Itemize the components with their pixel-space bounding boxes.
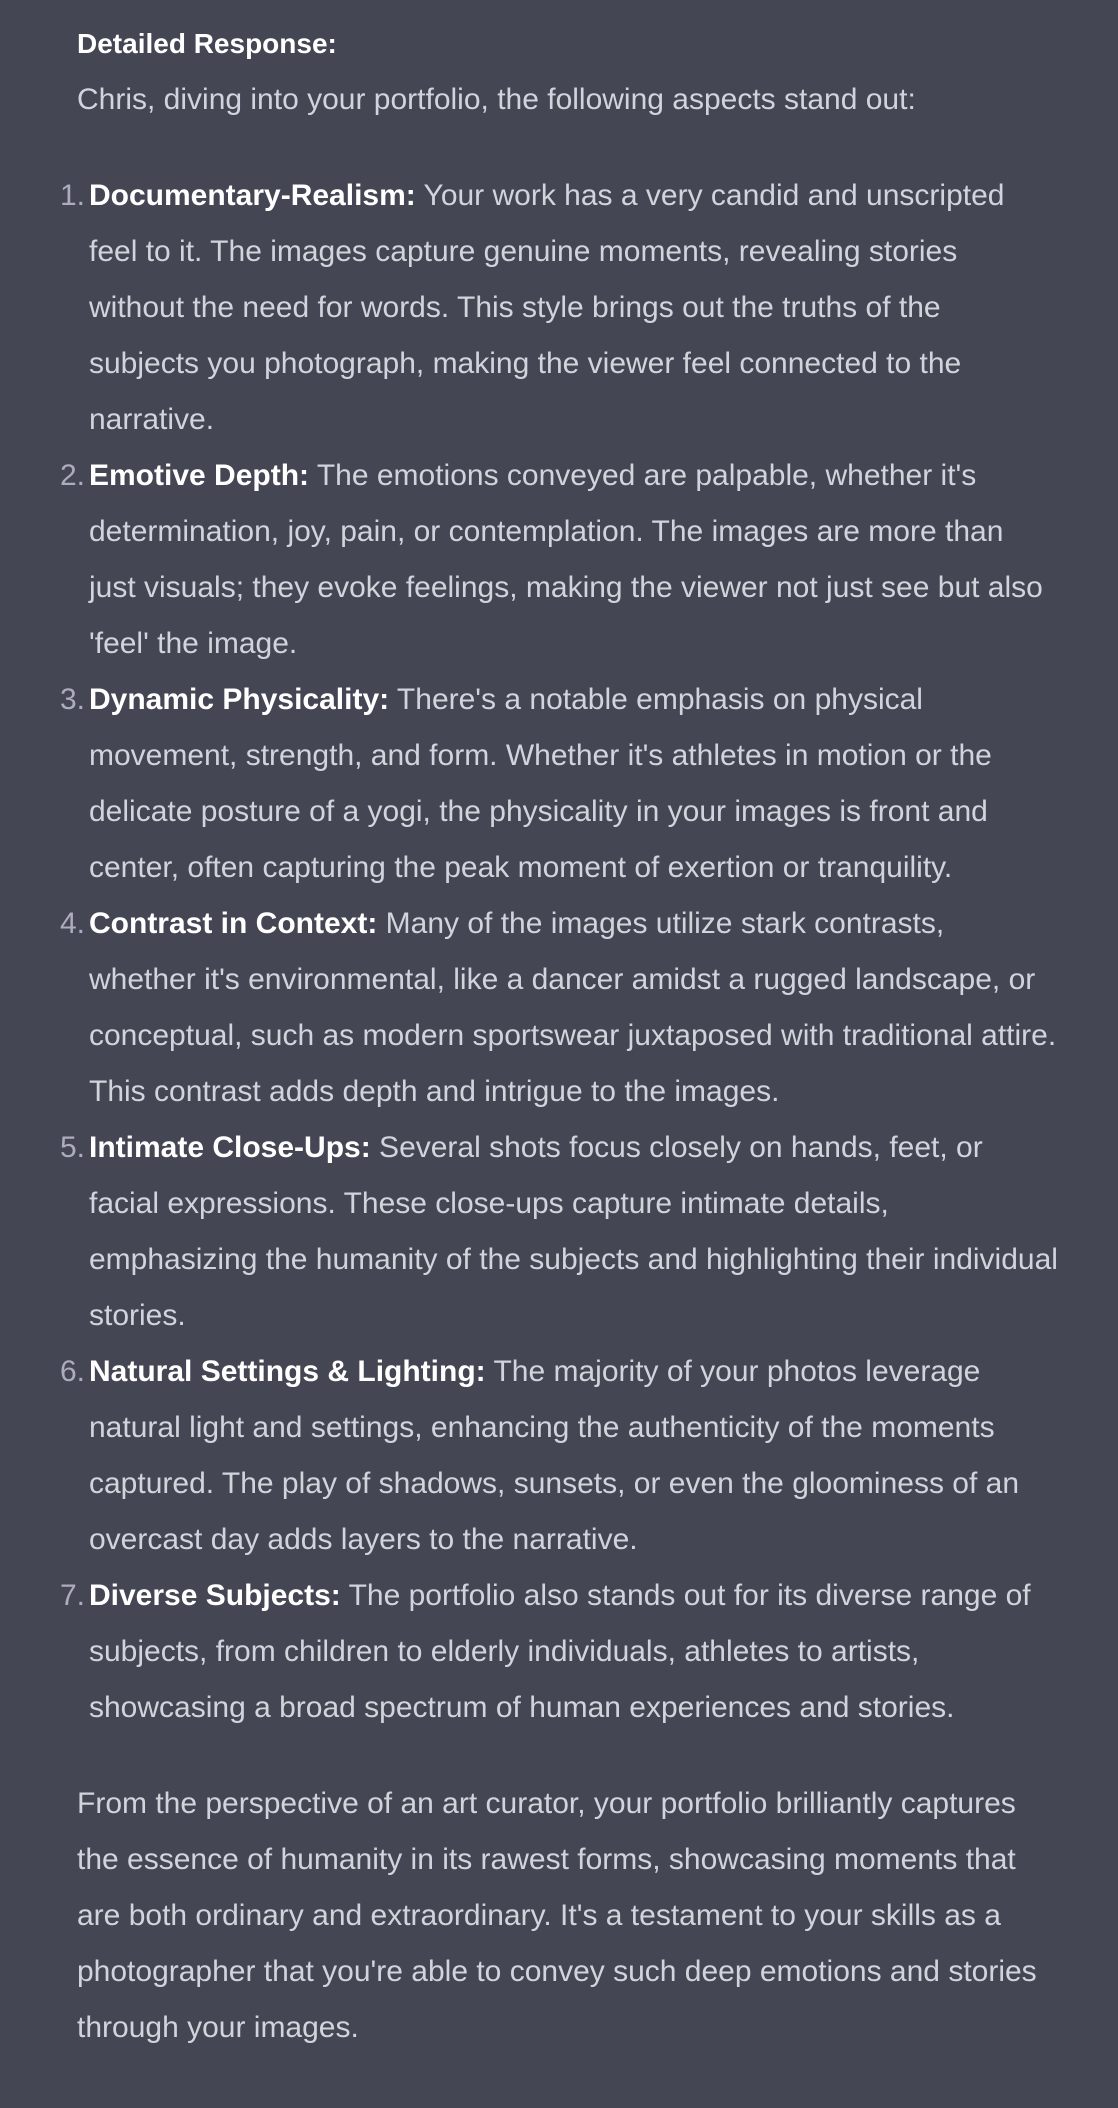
- list-item-number: 3.: [59, 683, 85, 716]
- list-item-text: The portfolio also stands out for its diverse range of subjects, from children to elderly individuals, athletes to artists, showcasing a broad spectrum of human experiences and stories.: [89, 1579, 1031, 1724]
- list-item-number: 2.: [59, 459, 85, 492]
- list-item-term: Diverse Subjects:: [89, 1579, 341, 1612]
- list-item: [59, 1120, 1058, 1344]
- list-item: [59, 1568, 1058, 1736]
- aspects-list: [59, 168, 1058, 1736]
- list-item-number: 7.: [59, 1579, 85, 1612]
- list-item-text: The majority of your photos leverage natural light and settings, enhancing the authenticity of the moments captured. The play of shadows, sunsets, or even the gloominess of an overcast day adds layers to the narrative.: [89, 1355, 1019, 1556]
- list-item-text: Your work has a very candid and unscripted feel to it. The images capture genuine moments, revealing stories without the need for words. This style brings out the truths of the subjects you photograph, making the viewer feel connected to the narrative.: [89, 179, 1005, 436]
- list-item: [59, 896, 1058, 1120]
- list-item-text: Many of the images utilize stark contrasts, whether it's environmental, like a dancer amidst a rugged landscape, or conceptual, such as modern sportswear juxtaposed with traditional attire. This contrast adds depth and intrigue to the images.: [89, 907, 1057, 1108]
- response-closing: From the perspective of an art curator, your portfolio brilliantly captures the essence of humanity in its rawest forms, showcasing moments that are both ordinary and extraordinary. It's a testament to your skills as a photographer that you're able to convey such deep emotions and stories through your images.: [77, 1787, 1037, 2044]
- list-item-term: Natural Settings & Lighting:: [89, 1355, 486, 1388]
- list-item-text: There's a notable emphasis on physical movement, strength, and form. Whether it's athletes in motion or the delicate posture of a yogi, the physicality in your images is front and center, often capturing the peak moment of exertion or tranquility.: [89, 683, 992, 884]
- list-item-number: 1.: [59, 179, 85, 212]
- list-item-text: The emotions conveyed are palpable, whether it's determination, joy, pain, or contemplation. The images are more than just visuals; they evoke feelings, making the viewer not just see but also 'feel' the image.: [89, 459, 1043, 660]
- list-item-term: Documentary-Realism:: [89, 179, 416, 212]
- list-item-term: Intimate Close-Ups:: [89, 1131, 371, 1164]
- list-item: [59, 168, 1058, 448]
- response-heading: Detailed Response:: [77, 28, 337, 59]
- list-item-term: Dynamic Physicality:: [89, 683, 390, 716]
- list-item: [59, 1344, 1058, 1568]
- list-item-number: 5.: [59, 1131, 85, 1164]
- list-item: [59, 672, 1058, 896]
- response-intro: Chris, diving into your portfolio, the following aspects stand out:: [77, 83, 916, 116]
- list-item-term: Emotive Depth:: [89, 459, 310, 492]
- list-item-term: Contrast in Context:: [89, 907, 378, 940]
- list-item-text: Several shots focus closely on hands, feet, or facial expressions. These close-ups capture intimate details, emphasizing the humanity of the subjects and highlighting their individual stories.: [89, 1131, 1058, 1332]
- list-item-number: 6.: [59, 1355, 85, 1388]
- list-item-number: 4.: [59, 907, 85, 940]
- list-item: [59, 448, 1058, 672]
